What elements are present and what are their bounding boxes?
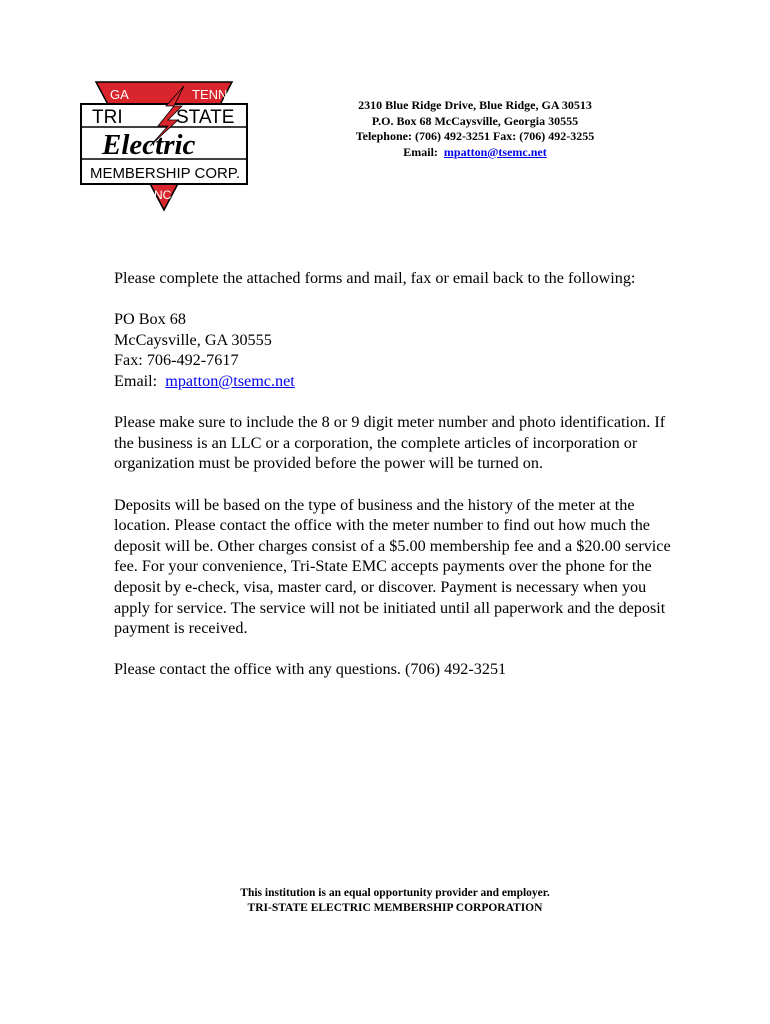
letterhead xyxy=(310,98,640,160)
logo-state: STATE xyxy=(176,107,235,128)
footer xyxy=(160,886,630,916)
logo-tri: TRI xyxy=(92,107,123,128)
letter-body xyxy=(114,268,674,700)
body-email-label: Email: xyxy=(114,371,158,390)
address-line-pobox: PO Box 68 xyxy=(114,310,186,329)
logo-membership: MEMBERSHIP CORP. xyxy=(90,165,240,182)
meter-paragraph: Please make sure to include the 8 or 9 digit meter number and photo identification. If the business is an LLC or a corporation, the complete articles of incorporation or organization must be provided before the power will be turned on. xyxy=(114,413,666,473)
logo-electric: Electric xyxy=(102,129,196,161)
body-email-link[interactable]: mpatton@tsemc.net xyxy=(165,371,295,390)
mailing-address xyxy=(114,309,674,391)
letterhead-phone-fax: Telephone: (706) 492-3251 Fax: (706) 492-3255 xyxy=(355,129,595,143)
intro-paragraph: Please complete the attached forms and mail, fax or email back to the following: xyxy=(114,269,636,287)
address-line-email xyxy=(114,371,674,392)
letterhead-address: 2310 Blue Ridge Drive, Blue Ridge, GA 30513 xyxy=(358,98,592,112)
logo-ga: GA xyxy=(110,87,129,102)
address-line-fax: Fax: 706-492-7617 xyxy=(114,351,239,370)
address-line-city: McCaysville, GA 30555 xyxy=(114,330,272,349)
tri-state-emc-logo xyxy=(80,80,252,214)
letterhead-email-line xyxy=(310,145,640,161)
contact-paragraph: Please contact the office with any questions. (706) 492-3251 xyxy=(114,660,507,679)
footer-equal-opportunity: This institution is an equal opportunity provider and employer. xyxy=(240,887,550,899)
letterhead-pobox: P.O. Box 68 McCaysville, Georgia 30555 xyxy=(371,113,579,128)
logo-tenn: TENN xyxy=(192,87,228,102)
footer-corporation-name: TRI-STATE ELECTRIC MEMBERSHIP CORPORATION xyxy=(247,902,543,914)
deposit-paragraph: Deposits will be based on the type of business and the history of the meter at the location. Please contact the office with the meter number to find out how much the deposit will be. Other charges consist of a $5.00 membership fee and a $20.00 service fee. For your convenience, Tri-State EMC accepts payments over the phone for the deposit by e-check, visa, master card, or discover. Payment is necessary when you apply for service. The service will not be initiated until all paperwork and the deposit payment is received. xyxy=(114,495,671,638)
letterhead-email-link[interactable]: mpatton@tsemc.net xyxy=(443,144,547,159)
letterhead-email-label: Email: xyxy=(403,144,438,159)
logo-nc: NC xyxy=(154,188,172,202)
